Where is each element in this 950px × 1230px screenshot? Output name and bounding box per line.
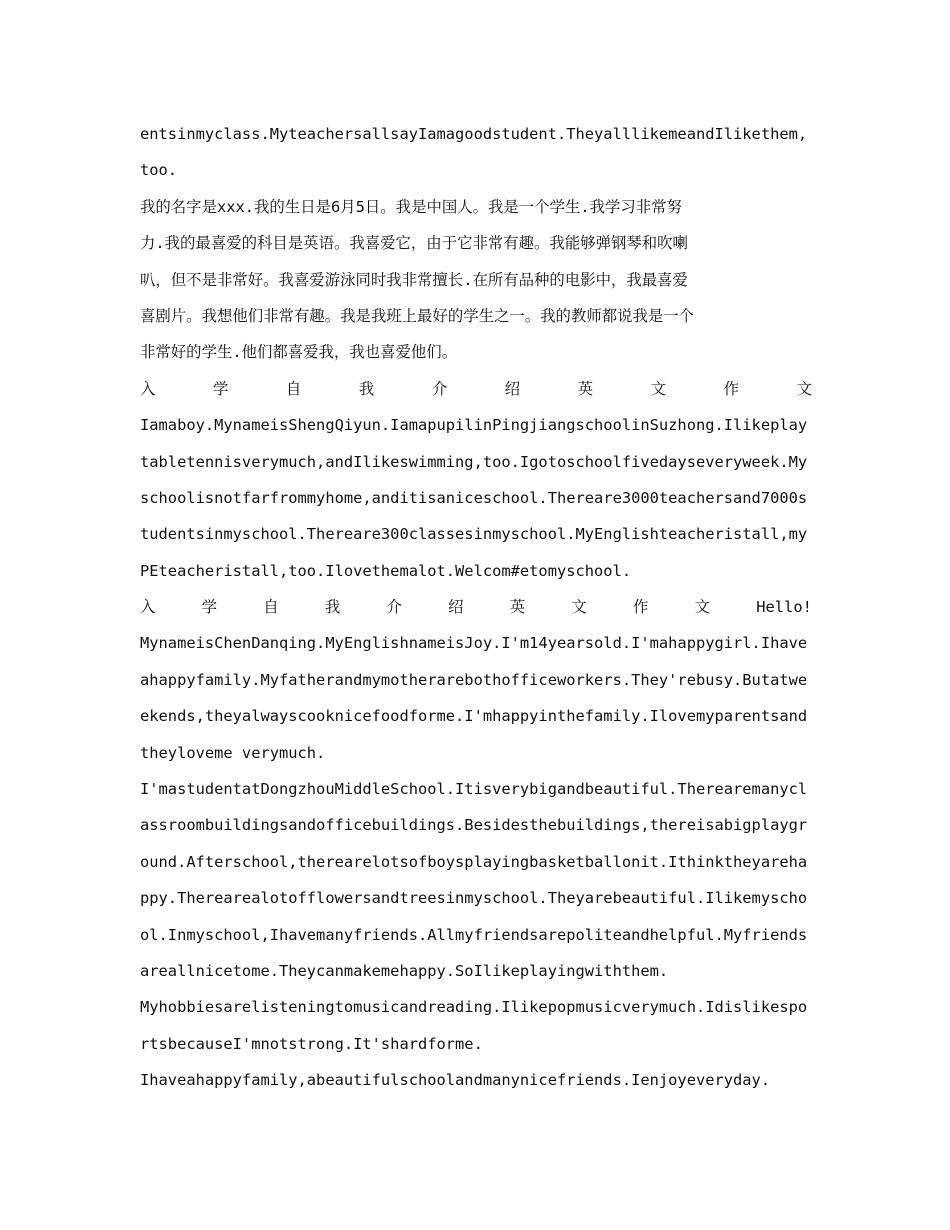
text-line: assroombuildingsandofficebuildings.Besidesthebuildings,thereisabigplaygr xyxy=(140,816,808,835)
heading-char: 英 xyxy=(509,598,526,617)
text-line: 叭，但不是非常好。我喜爱游泳同时我非常擅长.在所有品种的电影中，我最喜爱 xyxy=(140,270,688,289)
heading-char: 我 xyxy=(358,379,375,398)
text-line: rtsbecauseI'mnotstrong.It'shardforme. xyxy=(140,1034,483,1053)
text-line: ekends,theyalwayscooknicefoodforme.I'mhappyinthefamily.Ilovemyparentsand xyxy=(140,707,808,726)
text-line: ound.Afterschool,therearelotsofboysplayingbasketballonit.Ithinktheyareha xyxy=(140,852,808,871)
heading-greeting: Hello! xyxy=(756,598,812,617)
text-line: tabletennisverymuch,andIlikeswimming,too.Igotoschoolfivedayseveryweek.My xyxy=(140,452,808,471)
text-line: MynameisChenDanqing.MyEnglishnameisJoy.I'm14yearsold.I'mahappygirl.Ihave xyxy=(140,634,808,653)
heading-char: 作 xyxy=(633,598,649,617)
text-line: 力.我的最喜爱的科目是英语。我喜爱它，由于它非常有趣。我能够弹钢琴和吹喇 xyxy=(140,234,688,253)
heading-char: 绍 xyxy=(448,598,464,617)
text-line: 非常好的学生.他们都喜爱我，我也喜爱他们。 xyxy=(140,343,458,362)
document-page xyxy=(140,116,812,1099)
text-line: I'mastudentatDongzhouMiddleSchool.Itisverybigandbeautiful.Therearemanycl xyxy=(140,780,808,799)
text-line: too. xyxy=(140,161,178,180)
text-line: 我的名字是xxx.我的生日是6月5日。我是中国人。我是一个学生.我学习非常努 xyxy=(140,197,682,216)
heading-char: 文 xyxy=(694,598,711,617)
heading-char: 文 xyxy=(650,379,667,398)
text-line: schoolisnotfarfrommyhome,anditisaniceschool.Thereare3000teachersand7000s xyxy=(140,488,808,507)
heading-char: 学 xyxy=(201,598,218,617)
text-line: ppy.Therearealotofflowersandtreesinmyschool.Theyarebeautiful.Ilikemyscho xyxy=(140,889,808,908)
text-line: Ihaveahappyfamily,abeautifulschoolandmanynicefriends.Ienjoyeveryday. xyxy=(140,1071,771,1090)
text-line: 喜剧片。我想他们非常有趣。我是我班上最好的学生之一。我的教师都说我是一个 xyxy=(140,306,695,325)
heading-char: 文 xyxy=(571,598,587,617)
text-line: areallnicetome.Theycanmakemehappy.SoIlikeplayingwiththem. xyxy=(140,961,669,980)
section-heading xyxy=(140,589,812,625)
heading-char: 自 xyxy=(285,379,302,398)
heading-char: 绍 xyxy=(504,379,521,398)
heading-char: 入 xyxy=(140,379,156,398)
heading-char: 入 xyxy=(140,598,156,617)
text-line: ol.Inmyschool,Ihavemanyfriends.Allmyfriendsarepoliteandhelpful.Myfriends xyxy=(140,925,808,944)
heading-char: 自 xyxy=(263,598,279,617)
text-line: ahappyfamily.Myfatherandmymotherarebothofficeworkers.They'rebusy.Butatwe xyxy=(140,670,808,689)
text-line: Myhobbiesarelisteningtomusicandreading.Ilikepopmusicverymuch.Idislikespo xyxy=(140,998,808,1017)
heading-char: 我 xyxy=(324,598,341,617)
text-line: tudentsinmyschool.Thereare300classesinmyschool.MyEnglishteacheristall,my xyxy=(140,525,808,544)
text-line: theyloveme verymuch. xyxy=(140,743,326,762)
section-heading xyxy=(140,371,812,407)
heading-char: 介 xyxy=(386,598,402,617)
text-line: Iamaboy.MynameisShengQiyun.IamapupilinPingjiangschoolinSuzhong.Ilikeplay xyxy=(140,416,808,435)
heading-char: 英 xyxy=(577,379,594,398)
heading-char: 介 xyxy=(431,379,448,398)
heading-char: 作 xyxy=(723,379,740,398)
heading-char: 文 xyxy=(796,379,812,398)
heading-char: 学 xyxy=(212,379,229,398)
text-line: PEteacheristall,too.Ilovethemalot.Welcom#etomyschool. xyxy=(140,561,632,580)
text-line: entsinmyclass.MyteachersallsayIamagoodstudent.TheyalllikemeandIlikethem, xyxy=(140,125,808,143)
